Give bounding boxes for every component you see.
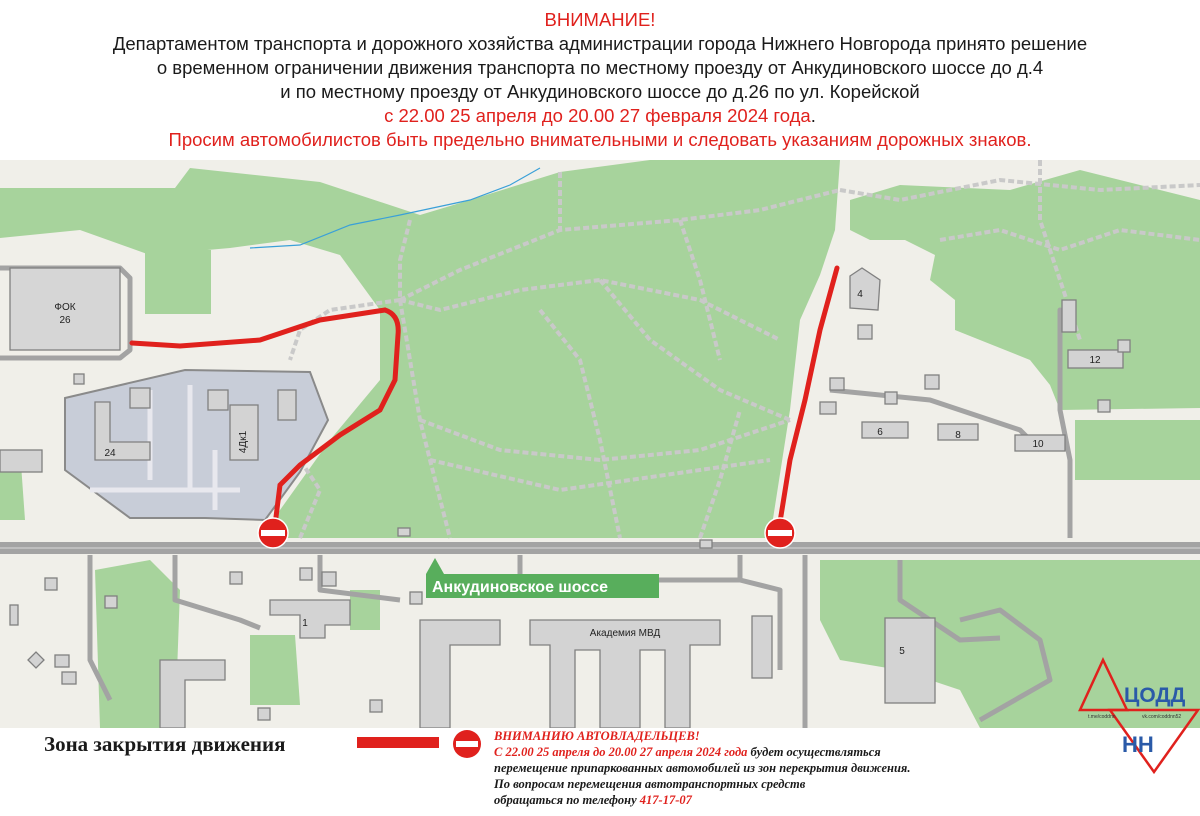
building-24-small [130, 388, 150, 408]
building-left-edge [0, 450, 42, 472]
building-left-small-5 [10, 605, 18, 625]
period-line [0, 104, 1200, 128]
label-8: 8 [955, 430, 961, 441]
building-hut-3 [885, 392, 897, 404]
building-hut-4 [820, 402, 836, 414]
label-10: 10 [1032, 439, 1044, 450]
map[interactable] [0, 160, 1200, 728]
no-entry-sign-right [765, 518, 795, 548]
building-mid-small-5 [322, 572, 336, 586]
building-right-top-small [700, 540, 712, 548]
attention-heading: ВНИМАНИЕ! [544, 9, 656, 30]
codd-logo [1078, 656, 1200, 776]
decision-line-1: Департаментом транспорта и дорожного хозяйства администрации города Нижнего Новгорода принято решение [112, 33, 1088, 54]
notice-line-4 [494, 792, 910, 808]
period-end: . [810, 105, 816, 126]
owners-notice [494, 728, 910, 808]
label-6: 6 [877, 427, 883, 438]
decision-line-2: о временном ограничении движения транспорта по местному проезду от Анкудиновского шоссе до д.4 [156, 57, 1044, 78]
building-6 [862, 422, 908, 438]
building-small-left [74, 374, 84, 384]
building-12-small [1118, 340, 1130, 352]
building-4-small [858, 325, 872, 339]
building-mid-small-1 [230, 572, 242, 584]
label-fok-number: 26 [59, 315, 71, 326]
logo-link-1: t.me/coddnn [1088, 714, 1116, 720]
notice-title: ВНИМАНИЮ АВТОВЛАДЕЛЬЦЕВ! [494, 729, 700, 743]
no-entry-icon [452, 729, 482, 759]
label-4: 4 [857, 289, 863, 300]
header [0, 8, 1200, 152]
notice-line-2: перемещение припаркованных автомобилей из зон перекрытия движения. [494, 761, 911, 775]
notice-period: С 22.00 25 апреля до 20.00 27 апреля 2024 года [494, 745, 748, 759]
building-hut-2 [925, 375, 939, 389]
label-5: 5 [899, 646, 905, 657]
building-mid-small-6 [370, 700, 382, 712]
sports-field [145, 250, 211, 314]
street-name: Анкудиновское шоссе [432, 579, 608, 596]
label-1: 1 [302, 618, 308, 629]
building-small-right [1098, 400, 1110, 412]
building-mid-small-3 [398, 528, 410, 536]
no-entry-sign-left [258, 518, 288, 548]
closure-zone-title: Зона закрытия движения [44, 732, 286, 756]
notice-line-1 [494, 744, 910, 760]
building-park-1 [208, 390, 228, 410]
building-hut-1 [830, 378, 844, 390]
notice-line-1-rest: будет осуществляться [747, 745, 881, 759]
building-academy-side [752, 616, 772, 678]
legend [0, 728, 1200, 816]
building-left-small-1 [55, 655, 69, 667]
building-mid-small-2 [300, 568, 312, 580]
label-12: 12 [1089, 355, 1101, 366]
label-4dk1: 4Дк1 [238, 430, 249, 454]
building-left-small-3 [45, 578, 57, 590]
building-left-small-4 [105, 596, 117, 608]
closure-zone-line-sample [357, 737, 439, 748]
logo-city: НН [1122, 732, 1154, 757]
green-bottom-2 [250, 635, 300, 705]
request-line: Просим автомобилистов быть предельно внимательными и следовать указаниям дорожных знаков. [168, 129, 1032, 150]
label-academy: Академия МВД [589, 628, 661, 639]
notice-line-4-text: обращаться по телефону [494, 793, 640, 807]
notice-line-3: По вопросам перемещения автотранспортных средств [494, 777, 806, 791]
logo-name: ЦОДД [1124, 684, 1186, 707]
green-right-2 [1075, 420, 1200, 480]
building-5 [885, 618, 935, 703]
logo-link-2: vk.com/coddnn52 [1142, 714, 1182, 720]
closure-period: с 22.00 25 апреля до 20.00 27 февраля 2024 года [384, 105, 811, 126]
building-park-2 [278, 390, 296, 420]
decision-line-3: и по местному проезду от Анкудиновского шоссе до д.26 по ул. Корейской [280, 81, 920, 102]
label-24: 24 [104, 448, 116, 459]
label-fok: ФОК [54, 302, 76, 313]
building-mid-small-7 [258, 708, 270, 720]
building-left-small-2 [62, 672, 76, 684]
building-tall-right [1062, 300, 1076, 332]
building-mid-small-4 [410, 592, 422, 604]
notice-phone[interactable]: 417-17-07 [639, 793, 692, 807]
